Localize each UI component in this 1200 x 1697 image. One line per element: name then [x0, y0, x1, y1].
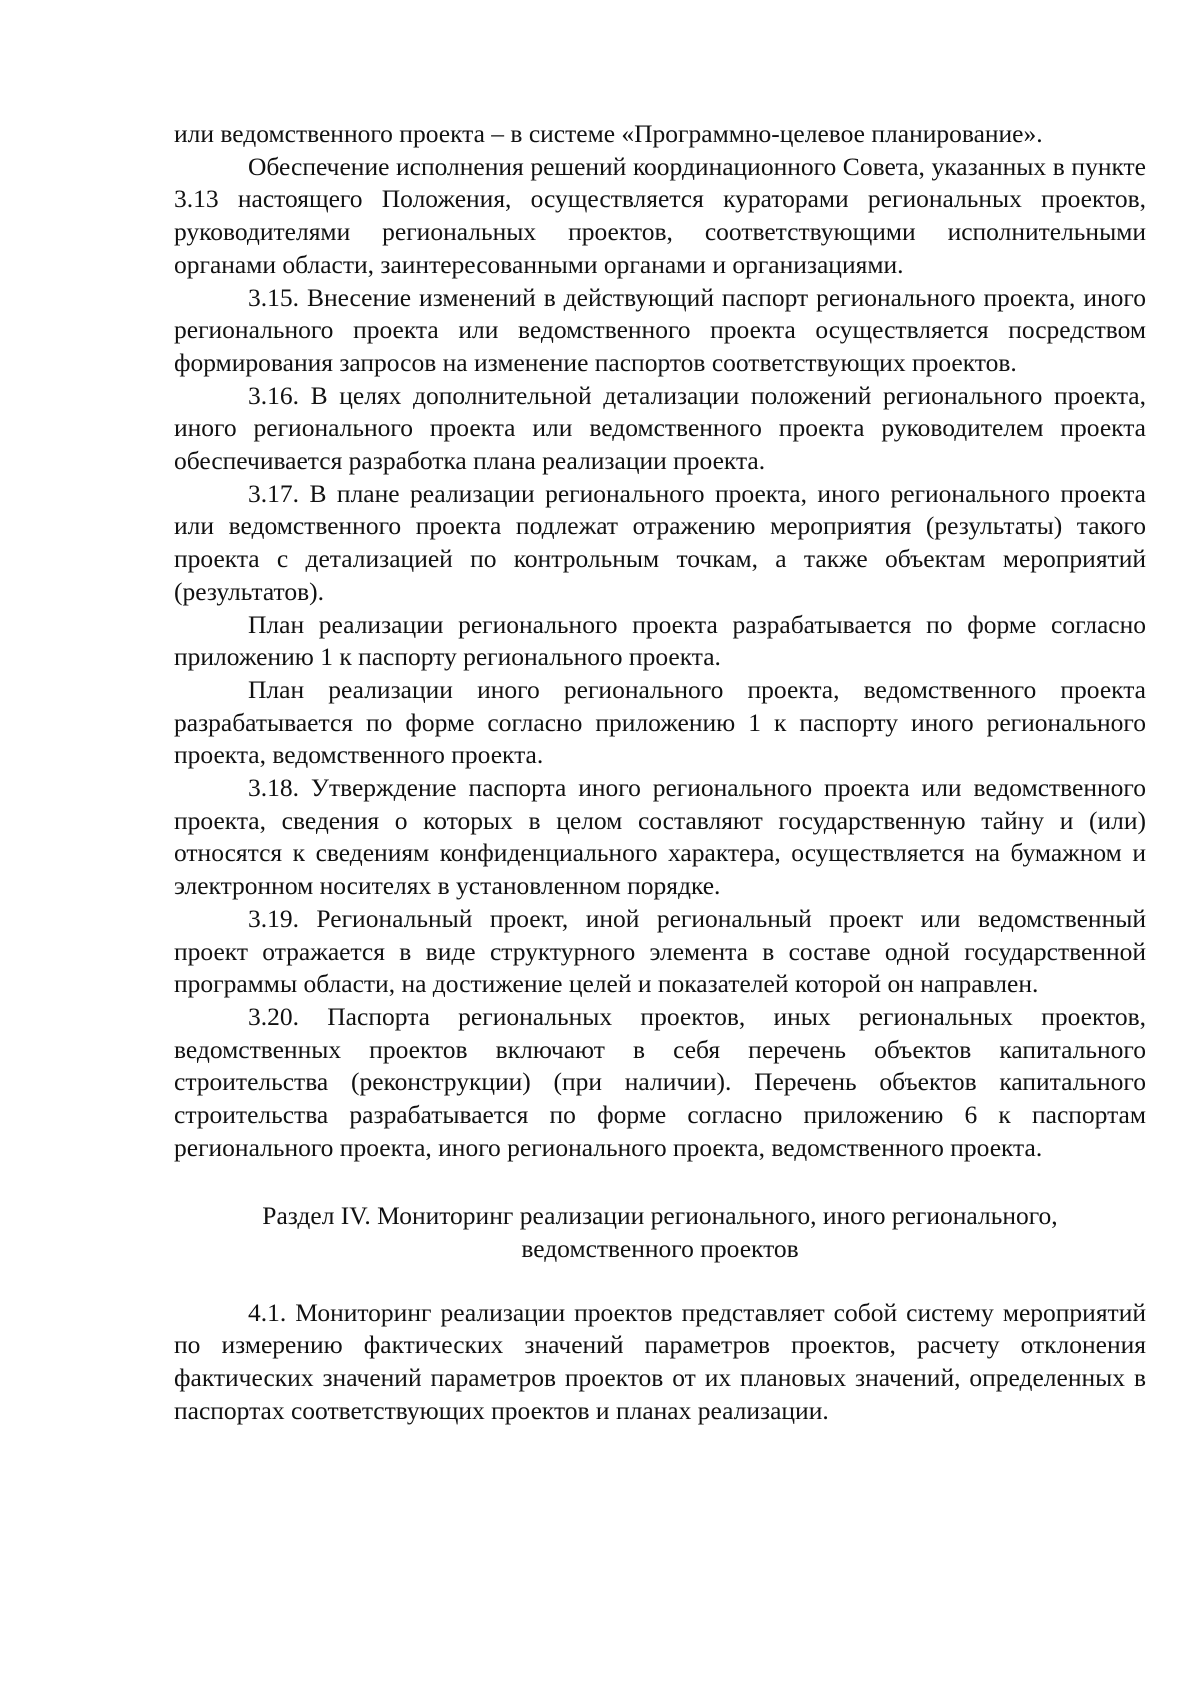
paragraph-3-18: 3.18. Утверждение паспорта иного регионального проекта или ведомственного проекта, сведения о которых в целом составляют государственную тайну и (или) относятся к сведениям конфиденциального характера, осуществляется на бумажном и электронном носителях в установленном порядке. [174, 773, 1146, 901]
section-heading-line-2: ведомственного проектов [521, 1233, 799, 1263]
paragraph-3-17: 3.17. В плане реализации регионального проекта, иного регионального проекта или ведомственного проекта подлежат отражению мероприятия (результаты) такого проекта с детализацией по контрольным точкам, а также объектам мероприятий (результатов). [174, 478, 1146, 606]
paragraph-plan-regional: План реализации регионального проекта разрабатывается по форме согласно приложению 1 к паспорту регионального проекта. [174, 609, 1146, 672]
paragraph-3-15: 3.15. Внесение изменений в действующий паспорт регионального проекта, иного регионального проекта или ведомственного проекта осуществляется посредством формирования запросов на изменение паспортов соответствующих проектов. [174, 282, 1146, 377]
paragraph-3-19: 3.19. Региональный проект, иной региональный проект или ведомственный проект отражается в виде структурного элемента в составе одной государственной программы области, на достижение целей и показателей которой он направлен. [174, 903, 1146, 999]
section-heading-line-1: Раздел IV. Мониторинг реализации регионального, иного регионального, [262, 1200, 1058, 1230]
section-heading [174, 1199, 1146, 1265]
paragraph-4-1: 4.1. Мониторинг реализации проектов представляет собой систему мероприятий по измерению фактических значений параметров проектов, расчету отклонения фактических значений параметров проектов от их плановых значений, определенных в паспортах соответствующих проектов и планах реализации. [174, 1297, 1146, 1425]
document-page [174, 118, 1146, 1427]
paragraph-council-decisions: Обеспечение исполнения решений координационного Совета, указанных в пункте 3.13 настоящего Положения, осуществляется кураторами региональных проектов, руководителями региональных проектов, соответствующими исполнительными органами области, заинтересованными органами и организациями. [174, 151, 1146, 279]
paragraph-3-16: 3.16. В целях дополнительной детализации положений регионального проекта, иного регионального проекта или ведомственного проекта руководителем проекта обеспечивается разработка плана реализации проекта. [174, 380, 1146, 476]
paragraph-continuation: или ведомственного проекта – в системе «Программно-целевое планирование». [174, 119, 1043, 148]
paragraph-3-20: 3.20. Паспорта региональных проектов, иных региональных проектов, ведомственных проектов включают в себя перечень объектов капитального строительства (реконструкции) (при наличии). Перечень объектов капитального строительства разрабатывается по форме согласно приложению 6 к паспортам регионального проекта, иного регионального проекта, ведомственного проекта. [174, 1001, 1146, 1162]
paragraph-plan-other: План реализации иного регионального проекта, ведомственного проекта разрабатывается по форме согласно приложению 1 к паспорту иного регионального проекта, ведомственного проекта. [174, 674, 1146, 770]
